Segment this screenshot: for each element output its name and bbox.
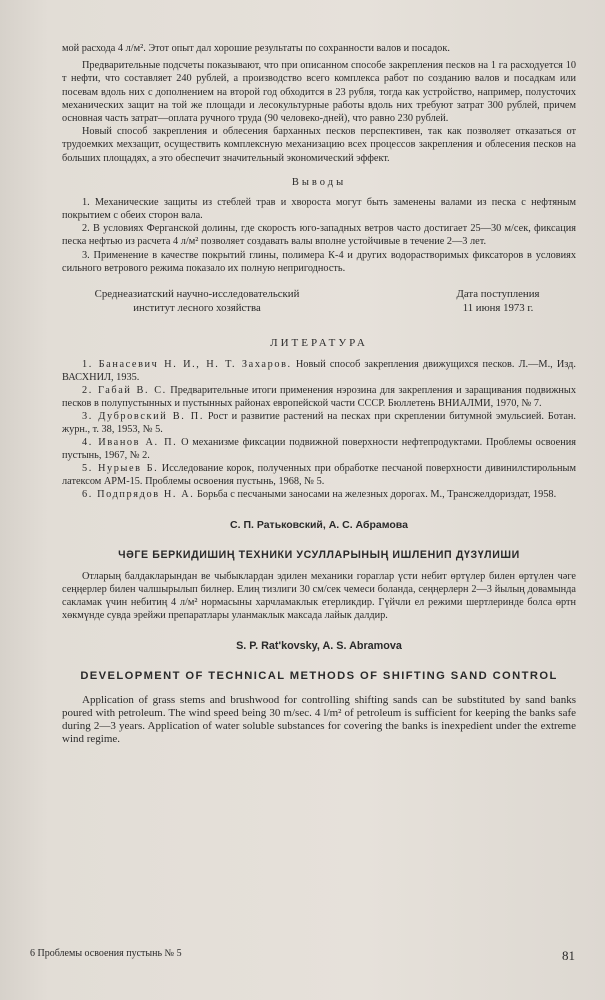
- page-content: [62, 42, 576, 757]
- page-footer: [30, 948, 575, 964]
- reference-text: Рост и развитие растений на песках при скреплении битумной эмульсией. Ботан. журн., т. 38, 1953, № 5.: [62, 411, 577, 436]
- conclusion-item: 3. Применение в качестве покрытий глины, полимера К-4 и других водорастворимых фиксаторов в условиях сильного ветрового режима показало их полную непригодность.: [62, 249, 576, 274]
- reference-text: О механизме фиксации подвижной поверхности нефтепродуктами. Проблемы освоения пустынь, 1967, № 2.: [62, 437, 576, 462]
- signature-mark: 6 Проблемы освоения пустынь № 5: [30, 948, 182, 959]
- reference-text: Новый способ закрепления движущихся песков. Л.—М., Изд. ВАСХНИЛ, 1935.: [62, 359, 576, 384]
- body-paragraph: мой расхода 4 л/м². Этот опыт дал хорошие результаты по сохранности валов и посадок.: [62, 43, 450, 54]
- reference-author: 6. Подпрядов Н. А.: [82, 489, 195, 501]
- reference-author: 1. Банасевич Н. И., Н. Т. Захаров.: [82, 359, 292, 371]
- reference-author: 2. Габай В. С.: [82, 385, 167, 397]
- reference-item: [62, 436, 576, 462]
- body-paragraph: Предварительные подсчеты показывают, что при описанном способе закрепления песков на 1 га расходуется 10 т нефти, что составляет 240 рублей, а производство всего комплекса работ по созданию валов и посадкам или посевам вдоль них с дополнением на второй год обходится в 23 рубля, тогда как устройство, например, полусточих механических защит на той же площади и лесокультурные работы вдоль них требуют затрат 300 рублей, причем основная часть затрат—оплата ручного труда (90 человеко-дней), что равно 230 рублей.: [62, 60, 576, 125]
- body-paragraph: Новый способ закрепления и облесения барханных песков перспективен, так как позволяет отказаться от трудоемких мехзащит, осуществить комплексную механизацию всех процессов закрепления и облесения песков на больших площадях, а это обеспечит значительный экономический эффект.: [62, 126, 576, 164]
- reference-item: [62, 488, 576, 501]
- date-label: Дата поступления: [456, 288, 540, 301]
- date-value: 11 июня 1973 г.: [462, 301, 534, 314]
- institute-affiliation: [62, 288, 332, 315]
- page-number: 81: [562, 948, 575, 963]
- conclusions-heading: Выводы: [291, 176, 347, 188]
- literature-heading: ЛИТЕРАТУРА: [270, 337, 368, 350]
- turkmen-title: ЧӘГЕ БЕРКИДИШИҢ ТЕХНИКИ УСУЛЛАРЫНЫҢ ИШЛЕНИП ДҮЗҮЛИШИ: [118, 549, 520, 562]
- english-authors: S. P. Rat'kovsky, A. S. Abramova: [236, 640, 402, 653]
- received-date: [428, 288, 568, 315]
- reference-author: 4. Иванов А. П.: [82, 437, 178, 449]
- institute-line: институт лесного хозяйства: [133, 301, 261, 314]
- reference-author: 3. Дубровский В. П.: [82, 411, 205, 423]
- english-title: DEVELOPMENT OF TECHNICAL METHODS OF SHIFTING SAND CONTROL: [80, 670, 558, 683]
- reference-text: Борьба с песчаными заносами на железных дорогах. М., Трансжелдориздат, 1958.: [194, 489, 557, 501]
- reference-text: Предварительные итоги применения нэрозина для закрепления и заращивания подвижных песков в полупустынных и пустынных районах европейской части СССР. Бюллетень ВНИАЛМИ, 1970, № 7.: [62, 385, 576, 410]
- reference-item: [62, 358, 576, 384]
- signature-block: [62, 288, 576, 315]
- reference-item: [62, 384, 576, 410]
- turkmen-authors: С. П. Ратьковский, А. С. Абрамова: [230, 519, 408, 532]
- institute-line: Среднеазиатский научно-исследовательский: [94, 288, 300, 301]
- turkmen-abstract: Отларың балдакларындан ве чыбыклардан эдилен механики гораглар үсти небит өртүлер билен өртүлен чәге сеңңерлер билен чалшырылып билнер. Елиң тизлиги 30 см/сек чемеси боланда, сеңңерлерн 2—3 йылың довамында сакламак үчин небитиң 4 л/м² нормасыны харчламаклык етерликдир. Гүйчли ел режими шертлеринде болса өртн хөкмүнде сувда эрейжи препаратлары уланмаклык максада лайык далдир.: [62, 571, 576, 622]
- reference-item: [62, 410, 576, 436]
- reference-text: Исследование корок, полученных при обработке песчаной поверхности дивинилстирольным латексом АРМ-15. Проблемы освоения пустынь, 1968, № 5.: [62, 463, 576, 488]
- conclusion-item: 1. Механические защиты из стеблей трав и хвороста могут быть заменены валами из песка с нефтяным покрытием с обеих сторон вала.: [62, 196, 576, 222]
- reference-author: 5. Нурыев Б.: [82, 463, 159, 475]
- reference-item: [62, 462, 576, 488]
- reference-list: [62, 358, 576, 501]
- conclusion-item: 2. В условиях Ферганской долины, где скорость юго-западных ветров часто достигает 25—30 м/сек, фиксация песка нефтью из расчета 4 л/м² позволяет создавать валы вполне устойчивые в течение 2—3 лет.: [62, 223, 576, 248]
- english-abstract: Application of grass stems and brushwood for controlling shifting sands can be substituted by sand banks poured with petroleum. The wind speed being 30 m/sec. 4 l/m² of petroleum is sufficient for keeping the banks safe during 2—3 years. Application of water soluble substances for covering the banks is inexpedient under the extreme wind regime.: [62, 694, 576, 746]
